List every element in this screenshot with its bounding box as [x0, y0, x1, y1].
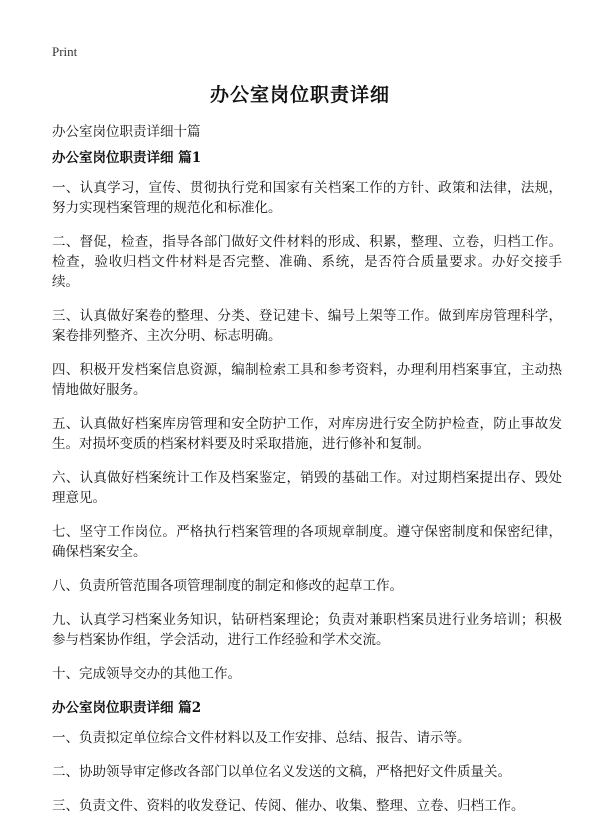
document-title: 办公室岗位职责详细 [209, 84, 390, 106]
paragraph: 七、坚守工作岗位。严格执行档案管理的各项规章制度。遵守保密制度和保密纪律，确保档案安全。 [52, 524, 562, 560]
paragraph: 三、负责文件、资料的收发登记、传阅、催办、收集、整理、立卷、归档工作。 [52, 798, 525, 814]
paragraph: 四、积极开发档案信息资源，编制检索工具和参考资料，办理利用档案事宜，主动热情地做好服务。 [52, 362, 562, 398]
section-2 [52, 698, 562, 816]
paragraph: 九、认真学习档案业务知识，钻研档案理论；负责对兼职档案员进行业务培训；积极参与档案协作组，学会活动，进行工作经验和学术交流。 [52, 612, 562, 648]
paragraph: 十、完成领导交办的其他工作。 [52, 666, 241, 682]
paragraph: 五、认真做好档案库房管理和安全防护工作，对库房进行安全防护检查，防止事故发生。对损坏变质的档案材料要及时采取措施，进行修补和复制。 [52, 416, 562, 452]
paragraph: 一、负责拟定单位综合文件材料以及工作安排、总结、报告、请示等。 [52, 730, 471, 746]
paragraph: 二、督促，检查，指导各部门做好文件材料的形成、积累，整理、立卷，归档工作。检查，验收归档文件材料是否完整、准确、系统，是否符合质量要求。办好交接手续。 [52, 234, 562, 290]
paragraph: 二、协助领导审定修改各部门以单位名义发送的文稿，严格把好文件质量关。 [52, 764, 511, 780]
paragraph: 三、认真做好案卷的整理、分类、登记建卡、编号上架等工作。做到库房管理科学，案卷排列整齐、主次分明、标志明确。 [52, 308, 562, 344]
paragraph: 一、认真学习，宣传、贯彻执行党和国家有关档案工作的方针、政策和法律，法规，努力实现档案管理的规范化和标准化。 [52, 180, 562, 216]
section-heading: 办公室岗位职责详细 篇1 [52, 150, 202, 166]
document-content [52, 148, 562, 830]
section-heading: 办公室岗位职责详细 篇2 [52, 700, 202, 716]
document-subtitle: 办公室岗位职责详细十篇 [52, 124, 201, 140]
paragraph: 八、负责所管范围各项管理制度的制定和修改的起草工作。 [52, 578, 403, 594]
section-1 [52, 148, 562, 684]
paragraph: 六、认真做好档案统计工作及档案鉴定，销毁的基础工作。对过期档案提出存、毁处理意见。 [52, 470, 562, 506]
print-label[interactable]: Print [52, 44, 78, 59]
